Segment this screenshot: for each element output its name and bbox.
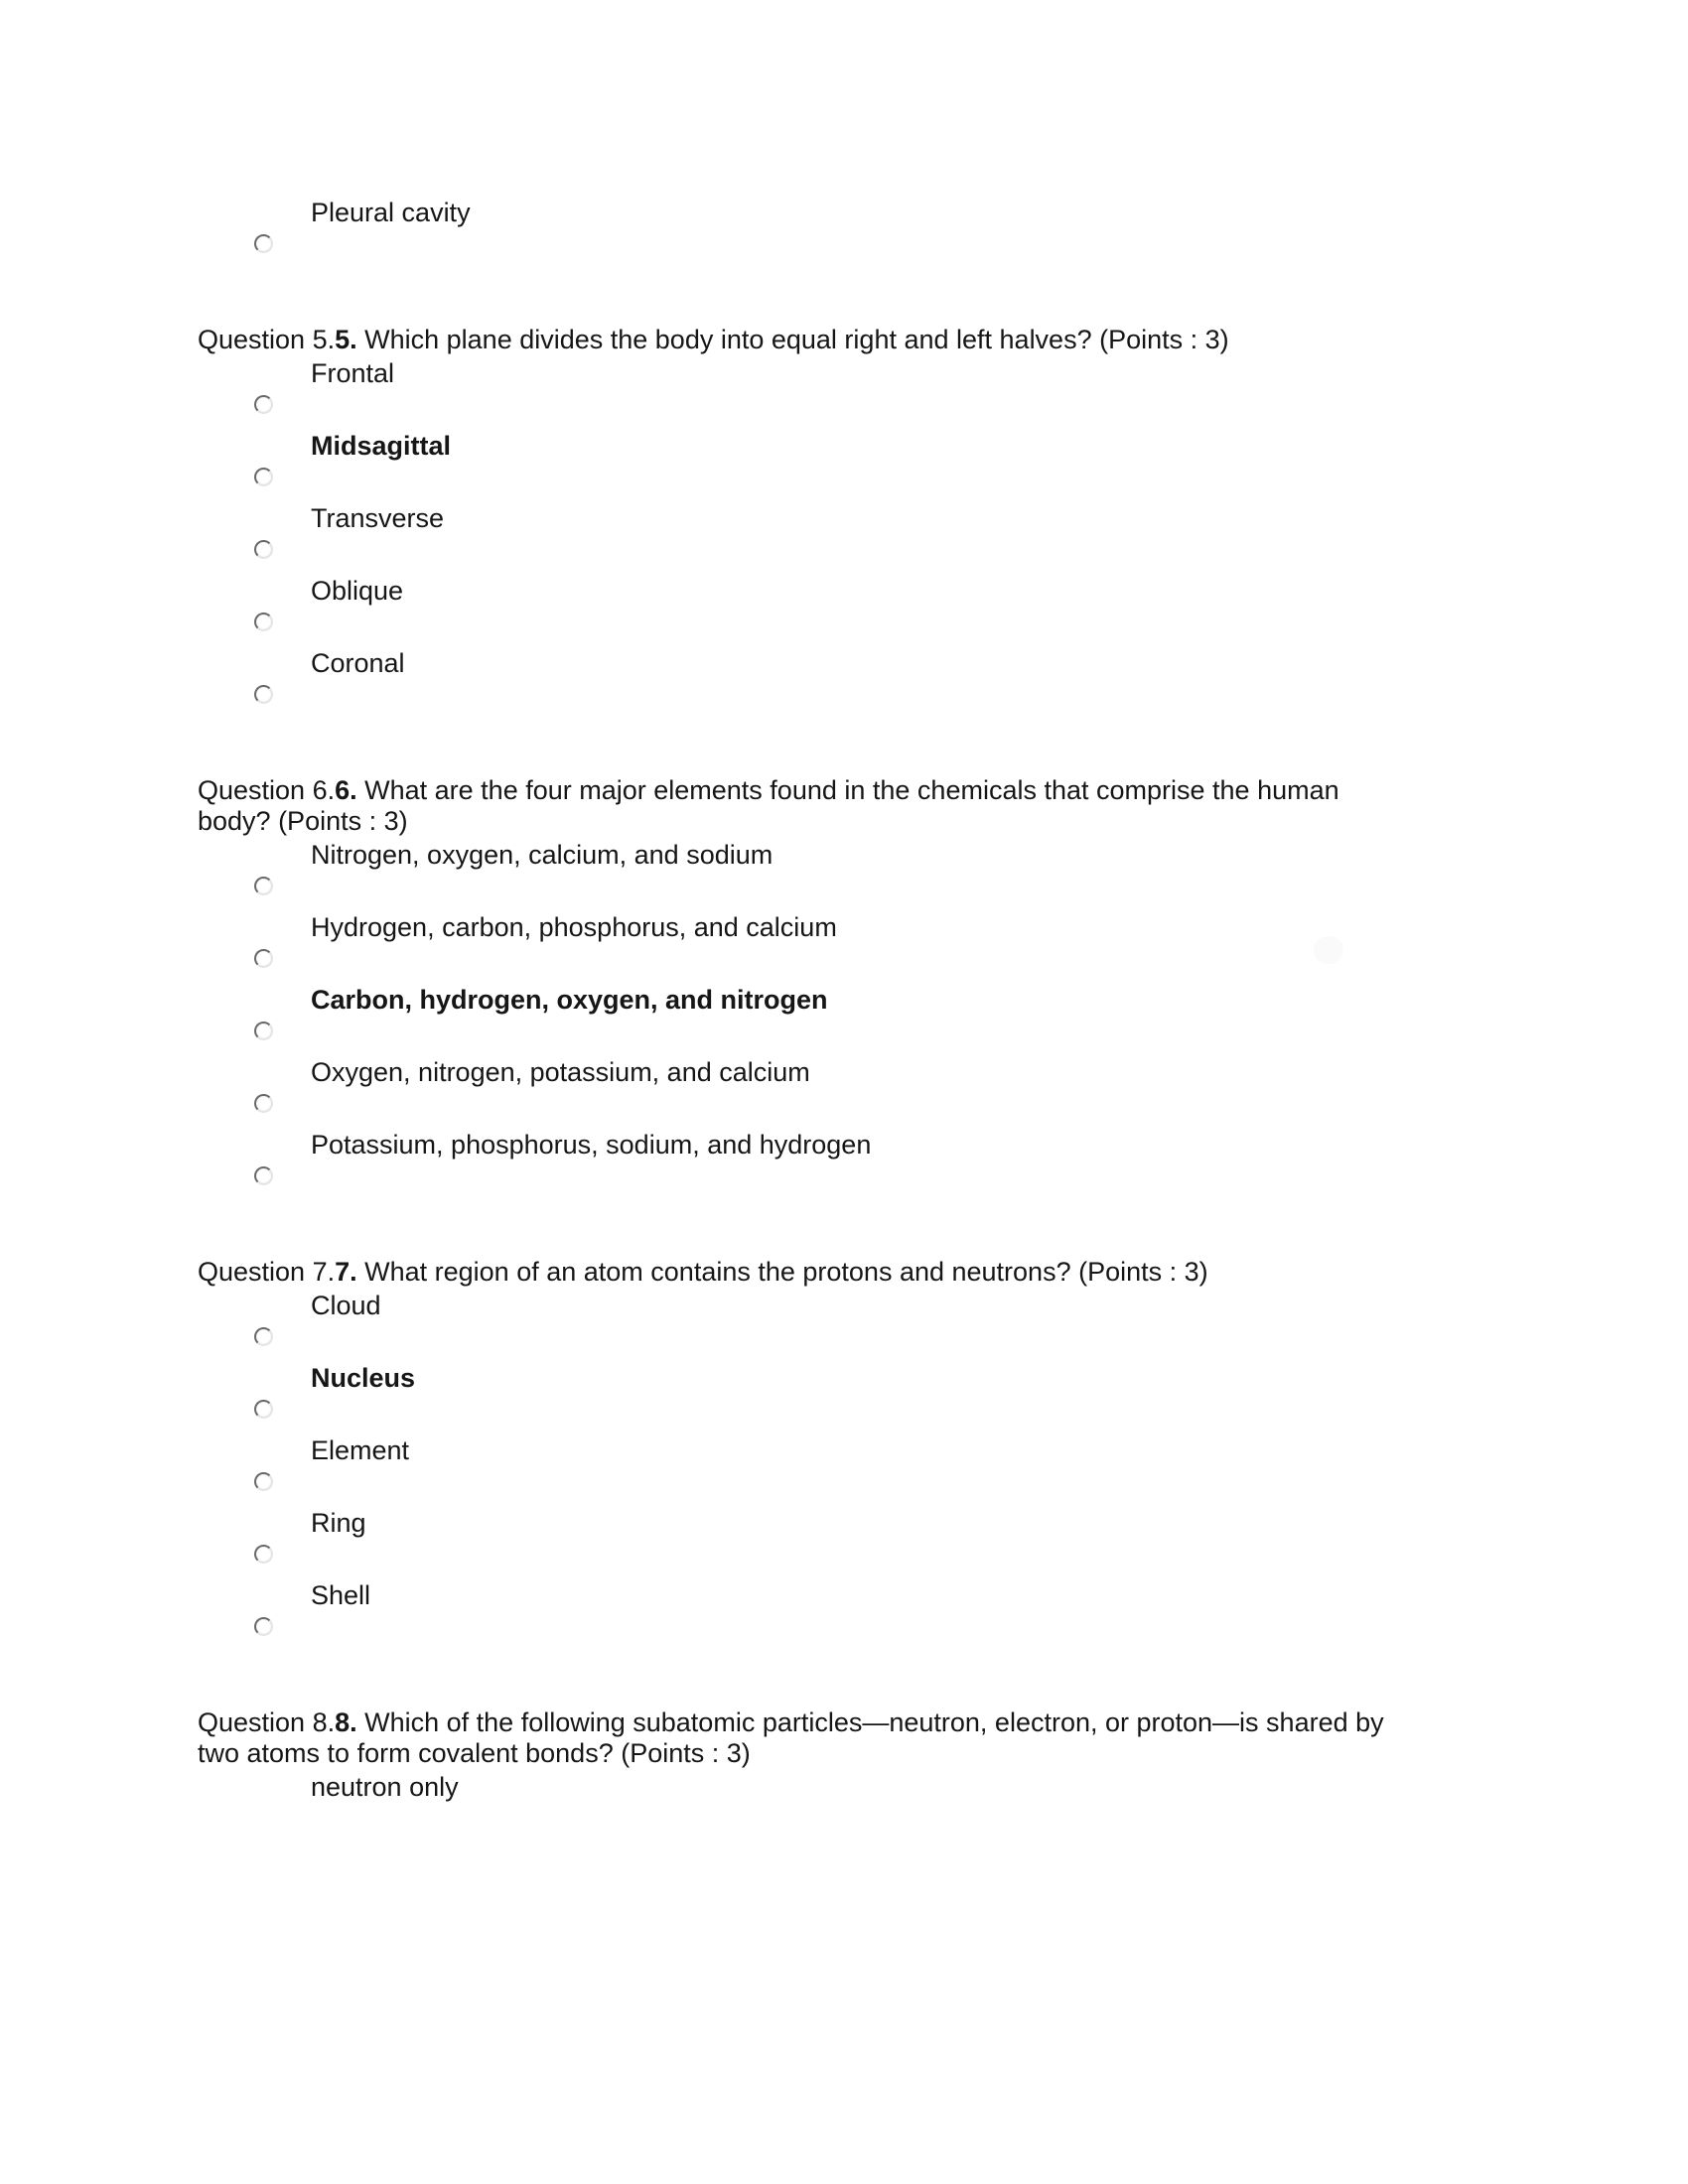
option-label: Element [311,1435,410,1465]
radio-button[interactable] [254,1545,273,1564]
question-block-6 [198,775,1647,1185]
answer-option [198,1291,1647,1346]
option-label: Shell [311,1580,371,1610]
radio-button[interactable] [254,1472,273,1491]
question-title [198,775,1647,837]
radio-button[interactable] [254,1094,273,1113]
answer-option [198,1057,1647,1113]
answer-option [198,576,1647,631]
answer-option [198,1363,1647,1419]
option-label: Carbon, hydrogen, oxygen, and nitrogen [311,985,828,1015]
question-text: What are the four major elements found in the chemicals that comprise the human [356,775,1339,805]
radio-button[interactable] [254,540,273,559]
radio-button[interactable] [254,949,273,968]
question-title [198,325,1647,355]
question-text-line2: body? (Points : 3) [198,806,408,836]
radio-button[interactable] [254,1617,273,1636]
option-label: Ring [311,1508,366,1538]
option-label: Oxygen, nitrogen, potassium, and calcium [311,1057,810,1087]
answer-option [198,1772,1647,1803]
radio-button[interactable] [254,685,273,704]
option-label: Oblique [311,576,404,606]
question-title [198,1707,1647,1769]
option-label: Nucleus [311,1363,416,1393]
question-prefix: Question 8. [198,1707,336,1737]
option-label: Pleural cavity [311,198,471,227]
answer-option [198,431,1647,486]
option-label: Midsagittal [311,431,452,461]
option-label: neutron only [311,1772,459,1802]
option-label: Potassium, phosphorus, sodium, and hydrogen [311,1130,872,1160]
question-prefix: Question 6. [198,775,336,805]
quiz-page [198,198,1647,1820]
question-number: 8. [335,1707,357,1737]
scan-artifact [1314,936,1343,964]
answer-option [198,985,1647,1040]
option-label: Nitrogen, oxygen, calcium, and sodium [311,840,774,870]
answer-option [198,358,1647,414]
question-text: Which plane divides the body into equal right and left halves? (Points : 3) [356,325,1229,354]
radio-button[interactable] [254,1400,273,1419]
radio-button[interactable] [254,613,273,631]
option-label: Transverse [311,503,445,533]
answer-option [198,1130,1647,1185]
answer-option [198,648,1647,704]
question-text: What region of an atom contains the protons and neutrons? (Points : 3) [356,1257,1208,1287]
answer-option [198,912,1647,968]
option-label: Cloud [311,1291,381,1320]
question-text: Which of the following subatomic particles—neutron, electron, or proton—is shared by [356,1707,1384,1737]
question-block-5 [198,325,1647,704]
answer-option [198,503,1647,559]
question-text-line2: two atoms to form covalent bonds? (Points : 3) [198,1738,751,1768]
question-title [198,1257,1647,1288]
radio-button[interactable] [254,877,273,895]
option-label: Coronal [311,648,405,678]
radio-button[interactable] [254,234,273,253]
question-prefix: Question 5. [198,325,336,354]
radio-button[interactable] [254,1166,273,1185]
answer-option [198,198,1647,253]
question-number: 5. [335,325,357,354]
question-number: 7. [335,1257,357,1287]
option-label: Frontal [311,358,395,388]
question-number: 6. [335,775,357,805]
radio-button[interactable] [254,468,273,486]
question-block-8 [198,1707,1647,1803]
answer-option [198,1580,1647,1636]
answer-option [198,1508,1647,1564]
question-block-7 [198,1257,1647,1636]
radio-button[interactable] [254,1327,273,1346]
radio-button[interactable] [254,395,273,414]
question-prefix: Question 7. [198,1257,336,1287]
option-label: Hydrogen, carbon, phosphorus, and calcium [311,912,837,942]
radio-button[interactable] [254,1022,273,1040]
answer-option [198,1435,1647,1491]
answer-option [198,840,1647,895]
